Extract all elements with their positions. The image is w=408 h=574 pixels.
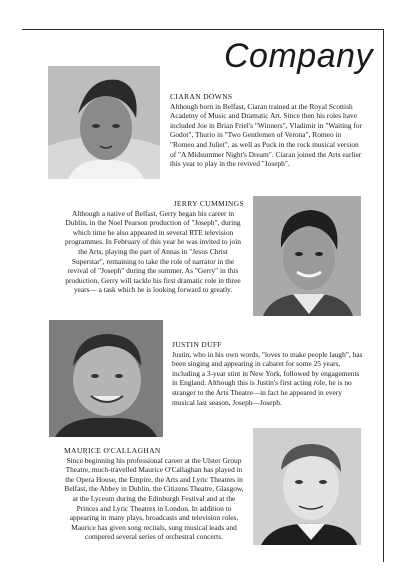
member-name: CIARAN DOWNS bbox=[170, 92, 233, 101]
bio-ciaran-downs bbox=[170, 92, 366, 169]
bio-jerry-cummings bbox=[62, 199, 244, 295]
portrait-photo-ciaran-downs bbox=[48, 66, 160, 179]
portrait-photo-justin-duff bbox=[49, 320, 163, 437]
portrait-photo-maurice-ocallaghan bbox=[253, 428, 361, 545]
bio-justin-duff bbox=[172, 340, 366, 407]
bio-maurice-ocallaghan bbox=[64, 446, 244, 542]
member-bio: Although a native of Belfast, Gerry began his career in Dublin, in the Noel Pearson production of "Joseph", during which time he also appeared in several RTE television programmes. In February of this year he was invited to join the Arts, playing the part of Annas in "Jesus Christ Superstar", remaining to take the role of narrator in the revival of "Joseph" during the summer. As "Gerry" in this production, Gerry will tackle his first dramatic role in three years— a task which he is looking forward to greatly. bbox=[65, 208, 241, 295]
member-name: MAURICE O'CALLAGHAN bbox=[64, 446, 161, 455]
member-bio: Justin, who in his own words, "loves to make people laugh", has been singing and appearing in cabaret for some 25 years, including a 3-year stint in New York, followed by engagements in England. Although this is Justin's first acting role, he is no stranger to the Arts Theatre—in fact he appeared in every musical last season, Joseph—Joseph. bbox=[172, 349, 363, 407]
member-name: JUSTIN DUFF bbox=[172, 340, 222, 349]
page-title: Company bbox=[224, 37, 374, 75]
member-name: JERRY CUMMINGS bbox=[173, 199, 244, 208]
member-bio: Since beginning his professional career at the Ulster Group Theatre, much-travelled Maurice O'Callaghan has played in the Opera House, the Empire, the Arts and Lyric Theatres in Belfast, the Abbey in Dublin, the Citizens Theatre, Glasgow, at the Lyceum during the Edinburgh Festival and at the Princes and Lyric Theatres in London. In addition to appearing in many plays, broadcasts and television roles, Maurice has given song recitals, sung musical leads and compered several series of orchestral concerts. bbox=[64, 455, 244, 542]
member-bio: Although born in Belfast, Ciaran trained at the Royal Scottish Academy of Music and Dramatic Art. Since then his roles have included Joe in Brian Friel's "Winners", Vladimir in "Waiting for Godot", Thurio in "Two Gentlemen of Verona", Romeo in "Romeo and Juliet", as well as Puck in the rock musical version of "A Midsummer Night's Dream". Ciaran joined the Arts earlier this year to play in the revived "Joseph". bbox=[170, 101, 363, 169]
portrait-photo-jerry-cummings bbox=[253, 196, 361, 316]
